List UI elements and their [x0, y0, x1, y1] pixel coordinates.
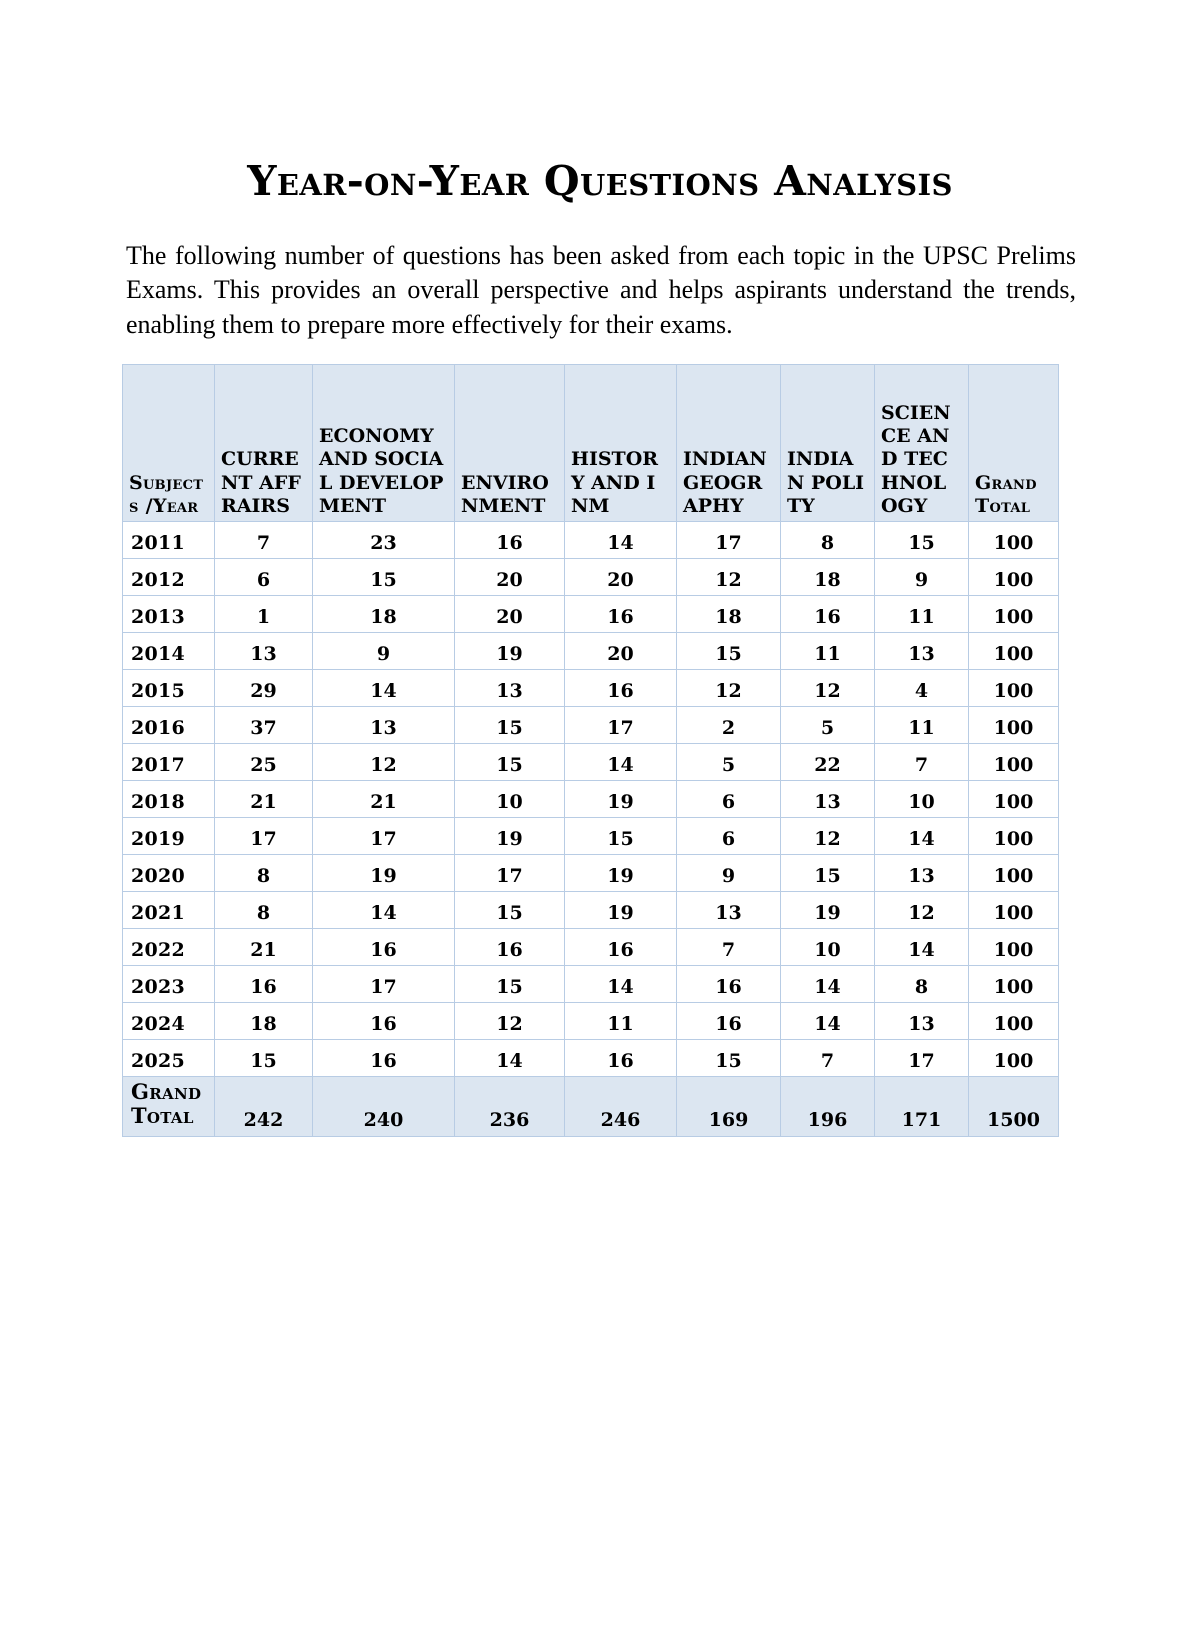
data-cell: 19 — [455, 632, 565, 669]
data-cell: 8 — [215, 854, 313, 891]
data-cell: 16 — [313, 1039, 455, 1076]
row-total-cell: 100 — [969, 854, 1059, 891]
data-cell: 14 — [781, 1002, 875, 1039]
row-year-label: 2021 — [123, 891, 215, 928]
grand-total-cell: 242 — [215, 1076, 313, 1136]
data-cell: 18 — [781, 558, 875, 595]
data-cell: 37 — [215, 706, 313, 743]
row-total-cell: 100 — [969, 965, 1059, 1002]
data-cell: 20 — [455, 595, 565, 632]
table-row — [123, 780, 1059, 817]
data-cell: 19 — [313, 854, 455, 891]
row-year-label: 2013 — [123, 595, 215, 632]
data-cell: 16 — [455, 928, 565, 965]
row-total-cell: 100 — [969, 632, 1059, 669]
data-cell: 13 — [875, 632, 969, 669]
row-total-cell: 100 — [969, 521, 1059, 558]
data-cell: 16 — [215, 965, 313, 1002]
data-cell: 11 — [875, 706, 969, 743]
data-cell: 19 — [565, 891, 677, 928]
row-total-cell: 100 — [969, 595, 1059, 632]
row-year-label: 2015 — [123, 669, 215, 706]
data-cell: 25 — [215, 743, 313, 780]
data-cell: 16 — [565, 669, 677, 706]
row-year-label: 2023 — [123, 965, 215, 1002]
row-year-label: 2022 — [123, 928, 215, 965]
data-cell: 8 — [215, 891, 313, 928]
data-cell: 18 — [677, 595, 781, 632]
table-row — [123, 558, 1059, 595]
data-cell: 15 — [455, 965, 565, 1002]
data-cell: 7 — [677, 928, 781, 965]
column-header-science-technology[interactable]: SCIENCE AND TECHNOLOGY — [875, 364, 969, 521]
data-cell: 9 — [313, 632, 455, 669]
data-cell: 14 — [875, 928, 969, 965]
row-year-label: 2017 — [123, 743, 215, 780]
row-year-label: 2018 — [123, 780, 215, 817]
data-cell: 23 — [313, 521, 455, 558]
table-row — [123, 817, 1059, 854]
table-body — [123, 521, 1059, 1136]
table-row — [123, 521, 1059, 558]
data-cell: 17 — [565, 706, 677, 743]
data-cell: 7 — [215, 521, 313, 558]
data-cell: 19 — [781, 891, 875, 928]
data-cell: 16 — [565, 1039, 677, 1076]
data-cell: 10 — [455, 780, 565, 817]
data-cell: 14 — [781, 965, 875, 1002]
row-total-cell: 100 — [969, 1039, 1059, 1076]
data-cell: 21 — [215, 928, 313, 965]
row-total-cell: 100 — [969, 669, 1059, 706]
data-cell: 11 — [565, 1002, 677, 1039]
data-cell: 11 — [875, 595, 969, 632]
column-header-indian-polity[interactable]: INDIAN POLITY — [781, 364, 875, 521]
data-cell: 14 — [565, 521, 677, 558]
data-cell: 6 — [677, 780, 781, 817]
column-header-economy-social-dev[interactable]: ECONOMY AND SOCIAL DEVELOPMENT — [313, 364, 455, 521]
column-header-current-affairs[interactable]: CURRENT AFFRAIRS — [215, 364, 313, 521]
column-header-grand-total[interactable]: Grand Total — [969, 364, 1059, 521]
grand-total-cell: 1500 — [969, 1076, 1059, 1136]
data-cell: 14 — [565, 965, 677, 1002]
data-cell: 17 — [455, 854, 565, 891]
data-cell: 13 — [781, 780, 875, 817]
data-cell: 12 — [875, 891, 969, 928]
data-cell: 12 — [781, 669, 875, 706]
data-cell: 19 — [565, 854, 677, 891]
data-cell: 5 — [677, 743, 781, 780]
data-cell: 12 — [455, 1002, 565, 1039]
table-row — [123, 669, 1059, 706]
row-year-label: 2020 — [123, 854, 215, 891]
table-header-row — [123, 364, 1059, 521]
data-cell: 11 — [781, 632, 875, 669]
row-total-cell: 100 — [969, 743, 1059, 780]
data-cell: 7 — [875, 743, 969, 780]
row-total-cell: 100 — [969, 817, 1059, 854]
grand-total-cell: 246 — [565, 1076, 677, 1136]
data-cell: 10 — [875, 780, 969, 817]
data-cell: 8 — [875, 965, 969, 1002]
data-cell: 13 — [215, 632, 313, 669]
data-cell: 14 — [313, 891, 455, 928]
row-total-cell: 100 — [969, 891, 1059, 928]
data-cell: 12 — [313, 743, 455, 780]
data-cell: 20 — [455, 558, 565, 595]
row-year-label: 2024 — [123, 1002, 215, 1039]
data-cell: 12 — [677, 558, 781, 595]
data-cell: 15 — [677, 1039, 781, 1076]
data-cell: 8 — [781, 521, 875, 558]
row-total-cell: 100 — [969, 780, 1059, 817]
data-cell: 16 — [565, 928, 677, 965]
data-cell: 19 — [565, 780, 677, 817]
table-row — [123, 928, 1059, 965]
data-cell: 10 — [781, 928, 875, 965]
table-row — [123, 595, 1059, 632]
table-row — [123, 854, 1059, 891]
data-cell: 16 — [677, 1002, 781, 1039]
data-cell: 9 — [677, 854, 781, 891]
data-cell: 1 — [215, 595, 313, 632]
table-row — [123, 743, 1059, 780]
table-row — [123, 1002, 1059, 1039]
data-cell: 21 — [215, 780, 313, 817]
data-cell: 15 — [781, 854, 875, 891]
page-title: Year-on-Year Questions Analysis — [247, 157, 953, 205]
table-row — [123, 706, 1059, 743]
column-header-subjects-year[interactable]: Subjects /Year — [123, 364, 215, 521]
data-cell: 7 — [781, 1039, 875, 1076]
grand-total-label: Grand Total — [123, 1076, 215, 1136]
table-header — [123, 364, 1059, 521]
table-row — [123, 965, 1059, 1002]
data-cell: 21 — [313, 780, 455, 817]
row-year-label: 2014 — [123, 632, 215, 669]
data-cell: 18 — [313, 595, 455, 632]
row-total-cell: 100 — [969, 558, 1059, 595]
data-cell: 17 — [677, 521, 781, 558]
data-cell: 13 — [677, 891, 781, 928]
data-cell: 20 — [565, 558, 677, 595]
questions-analysis-table — [122, 364, 1059, 1137]
data-cell: 16 — [313, 1002, 455, 1039]
data-cell: 6 — [215, 558, 313, 595]
data-cell: 15 — [455, 706, 565, 743]
data-cell: 15 — [313, 558, 455, 595]
row-year-label: 2025 — [123, 1039, 215, 1076]
data-cell: 6 — [677, 817, 781, 854]
data-cell: 15 — [455, 743, 565, 780]
grand-total-row — [123, 1076, 1059, 1136]
row-total-cell: 100 — [969, 928, 1059, 965]
row-year-label: 2011 — [123, 521, 215, 558]
data-cell: 9 — [875, 558, 969, 595]
data-cell: 15 — [875, 521, 969, 558]
data-cell: 14 — [875, 817, 969, 854]
data-cell: 16 — [781, 595, 875, 632]
data-cell: 16 — [565, 595, 677, 632]
column-header-indian-geography[interactable]: INDIAN GEOGRAPHY — [677, 364, 781, 521]
data-cell: 12 — [781, 817, 875, 854]
data-cell: 17 — [875, 1039, 969, 1076]
data-cell: 14 — [313, 669, 455, 706]
data-cell: 16 — [455, 521, 565, 558]
row-total-cell: 100 — [969, 1002, 1059, 1039]
table-row — [123, 632, 1059, 669]
data-cell: 17 — [215, 817, 313, 854]
data-cell: 16 — [677, 965, 781, 1002]
data-cell: 15 — [677, 632, 781, 669]
data-cell: 4 — [875, 669, 969, 706]
column-header-history-inm[interactable]: HISTORY AND INM — [565, 364, 677, 521]
data-cell: 17 — [313, 817, 455, 854]
data-cell: 5 — [781, 706, 875, 743]
data-cell: 29 — [215, 669, 313, 706]
data-cell: 16 — [313, 928, 455, 965]
data-cell: 2 — [677, 706, 781, 743]
column-header-environment[interactable]: ENVIRONMENT — [455, 364, 565, 521]
table-row — [123, 891, 1059, 928]
data-cell: 13 — [875, 854, 969, 891]
data-cell: 12 — [677, 669, 781, 706]
data-cell: 20 — [565, 632, 677, 669]
table-row — [123, 1039, 1059, 1076]
data-cell: 17 — [313, 965, 455, 1002]
intro-paragraph: The following number of questions has been asked from each topic in the UPSC Prelims Exams. This provides an overall perspective and helps aspirants understand the trends, enabling them to prepare more effectively for their exams. — [126, 241, 1076, 339]
grand-total-cell: 196 — [781, 1076, 875, 1136]
data-cell: 18 — [215, 1002, 313, 1039]
data-cell: 22 — [781, 743, 875, 780]
data-cell: 15 — [455, 891, 565, 928]
row-year-label: 2012 — [123, 558, 215, 595]
grand-total-cell: 169 — [677, 1076, 781, 1136]
data-cell: 13 — [313, 706, 455, 743]
data-cell: 14 — [455, 1039, 565, 1076]
grand-total-cell: 236 — [455, 1076, 565, 1136]
data-cell: 13 — [875, 1002, 969, 1039]
data-cell: 15 — [565, 817, 677, 854]
data-cell: 19 — [455, 817, 565, 854]
row-year-label: 2016 — [123, 706, 215, 743]
data-cell: 15 — [215, 1039, 313, 1076]
data-cell: 13 — [455, 669, 565, 706]
data-cell: 14 — [565, 743, 677, 780]
grand-total-cell: 240 — [313, 1076, 455, 1136]
row-year-label: 2019 — [123, 817, 215, 854]
grand-total-cell: 171 — [875, 1076, 969, 1136]
row-total-cell: 100 — [969, 706, 1059, 743]
